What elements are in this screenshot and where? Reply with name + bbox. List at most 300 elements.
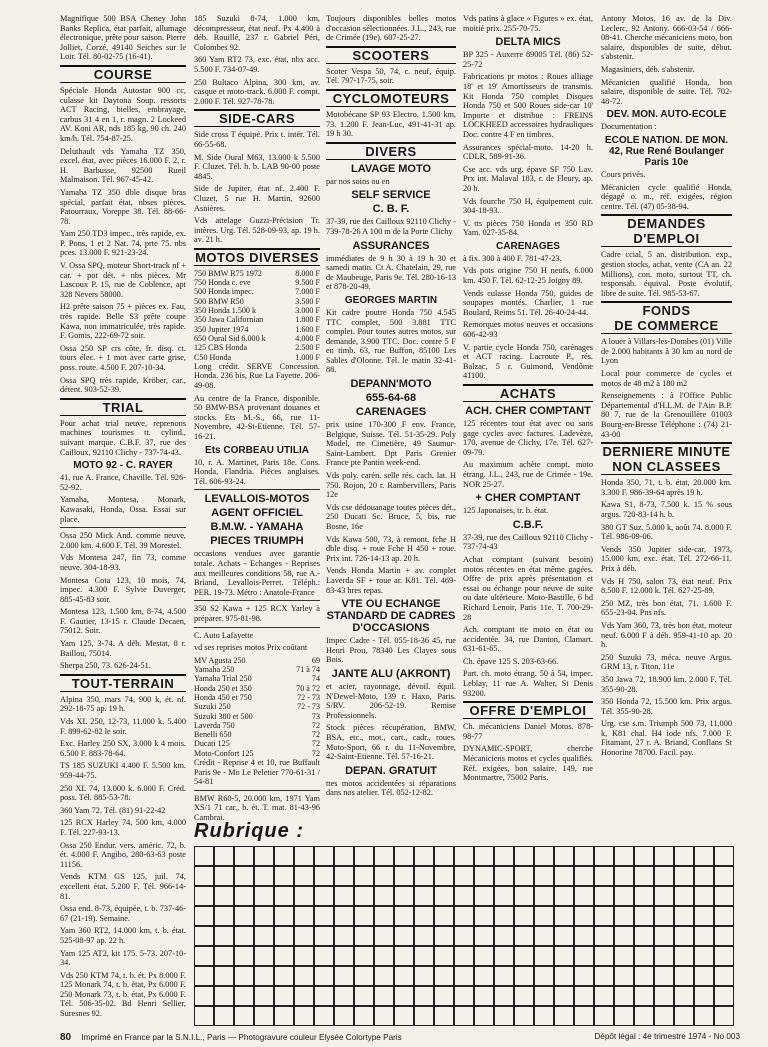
classified-ad: V. tts pièces 750 Honda et 350 RD Yam. 027-35-84. [463,218,593,238]
grid-cell[interactable] [555,887,574,906]
grid-cell[interactable] [515,907,534,926]
grid-cell[interactable] [695,887,714,906]
classified-ad: Vds poly. carén. selle rés. cach. lat. H 750. Rojon, 20 r. Rambervillers, Paris 12e [326,471,456,500]
grid-cell[interactable] [355,987,374,1006]
grid-cell[interactable] [595,987,614,1006]
grid-cell[interactable] [615,847,634,866]
grid-cell[interactable] [355,967,374,986]
grid-cell[interactable] [435,927,454,946]
list-item: Yamaha Trial 250 74 [194,674,320,684]
grid-cell[interactable] [315,927,334,946]
grid-cell[interactable] [555,927,574,946]
classified-ad: Side cross T équipé. Prix t. intér. Tél. 66-55-68. [194,130,320,149]
grid-cell[interactable] [335,947,354,966]
grid-cell[interactable] [675,847,694,866]
grid-cell[interactable] [575,867,594,886]
grid-cell[interactable] [435,947,454,966]
grid-cell[interactable] [455,987,474,1006]
grid-cell[interactable] [295,1007,314,1026]
grid-cell[interactable] [475,887,494,906]
grid-cell[interactable] [695,867,714,886]
grid-cell[interactable] [375,1007,394,1026]
classified-ad: TS 185 SUZUKI 4.400 F. 5.500 km. 959-44-75. [60,761,186,780]
grid-cell[interactable] [715,927,734,946]
classified-ad: Vds Montesa 247, fin 73, comme neuve. 304-18-93. [60,553,186,572]
heading-line: DE COMMERCE [614,318,719,334]
grid-cell[interactable] [295,967,314,986]
grid-cell[interactable] [315,967,334,986]
classified-ad: Mécanicien qualifié Honda, bon salaire, disponible de suite. Tél. 702-48-72. [601,77,732,106]
grid-cell[interactable] [515,887,534,906]
grid-cell[interactable] [415,967,434,986]
grid-cell[interactable] [415,847,434,866]
grid-cell[interactable] [455,1007,474,1026]
grid-cell[interactable] [595,847,614,866]
grid-cell[interactable] [535,847,554,866]
grid-cell[interactable] [675,907,694,926]
grid-cell[interactable] [555,1007,574,1026]
grid-cell[interactable] [535,987,554,1006]
grid-cell[interactable] [255,887,274,906]
grid-cell[interactable] [215,867,234,886]
grid-cell[interactable] [615,927,634,946]
grid-cell[interactable] [695,927,714,946]
grid-cell[interactable] [495,847,514,866]
grid-cell[interactable] [635,927,654,946]
grid-cell[interactable] [335,847,354,866]
grid-cell[interactable] [575,907,594,926]
grid-cell[interactable] [235,947,254,966]
grid-cell[interactable] [635,867,654,886]
grid-cell[interactable] [635,1007,654,1026]
classified-ad: Vds XL 250, 12-73, 11.000 k. 5.400 F. 899-62-82 le soir. [60,717,186,736]
grid-cell[interactable] [635,947,654,966]
grid-cell[interactable] [455,907,474,926]
classified-ad: 350 S2 Kawa + 125 RCX Yarley à préparer. 975-81-98. [194,604,320,623]
grid-cell[interactable] [555,987,574,1006]
ad-text: Assurances spécial-moto. 14-20 h. CDLR, 589-91-36. [463,142,593,162]
grid-cell[interactable] [435,867,454,886]
grid-cell[interactable] [415,887,434,906]
grid-cell[interactable] [395,847,414,866]
grid-cell[interactable] [395,947,414,966]
grid-cell[interactable] [575,967,594,986]
ad-heading: C.B.F. [512,518,544,531]
grid-cell[interactable] [475,1007,494,1026]
grid-cell[interactable] [455,867,474,886]
divider [194,627,320,628]
grid-cell[interactable] [395,987,414,1006]
footer [60,1032,740,1043]
grid-cell[interactable] [215,927,234,946]
grid-cell[interactable] [655,927,674,946]
ad-heading: DELTA MICS [495,36,561,49]
grid-cell[interactable] [195,947,214,966]
grid-cell[interactable] [675,887,694,906]
grid-cell[interactable] [655,967,674,986]
grid-cell[interactable] [315,987,334,1006]
grid-cell[interactable] [595,907,614,926]
classified-ad: Yam 125, 3-74. A déb. Mestat, 8 r. Baillou, 75014. [60,639,186,658]
grid-cell[interactable] [355,887,374,906]
ad-heading: DEPAN. GRATUIT [345,764,437,777]
grid-cell[interactable] [475,907,494,926]
grid-cell[interactable] [535,927,554,946]
grid-cell[interactable] [595,1007,614,1026]
grid-cell[interactable] [515,927,534,946]
grid-cell[interactable] [215,947,234,966]
page-number: 80 [60,1032,72,1043]
grid-cell[interactable] [675,947,694,966]
grid-cell[interactable] [715,987,734,1006]
grid-cell[interactable] [655,887,674,906]
grid-cell[interactable] [195,907,214,926]
grid-cell[interactable] [275,867,294,886]
grid-cell[interactable] [575,1007,594,1026]
grid-cell[interactable] [635,987,654,1006]
classified-ad: Spéciale Honda Autostar 900 cc, culasse kit Daytona Soup. ressorts ACT Racing, bielles, embrayage, carbus 31 4 en 1, r. magn. 2 Lockeed AV. Koni AR, nds 185 kg, 90 ch. 240 km/h. Tél. 754-87-25. [60,85,186,143]
grid-cell[interactable] [235,927,254,946]
grid-cell[interactable] [435,1007,454,1026]
grid-cell[interactable] [275,847,294,866]
classified-ad: Vds fourche 750 H, équipement cuir. 304-18-93. [463,196,593,216]
grid-cell[interactable] [275,907,294,926]
ad-text: Local pour commerce de cycles et motos de 48 m2 à 180 m2 [601,369,732,388]
grid-cell[interactable] [535,1007,554,1026]
grid-cell[interactable] [555,907,574,926]
grid-cell[interactable] [595,867,614,886]
grid-cell[interactable] [575,847,594,866]
grid-cell[interactable] [635,847,654,866]
grid-cell[interactable] [415,907,434,926]
grid-cell[interactable] [395,867,414,886]
grid-cell[interactable] [195,1007,214,1026]
grid-cell[interactable] [515,987,534,1006]
grid-cell[interactable] [415,927,434,946]
grid-cell[interactable] [535,887,554,906]
grid-cell[interactable] [575,947,594,966]
grid-cell[interactable] [455,847,474,866]
grid-cell[interactable] [295,907,314,926]
list-item: 650 Oural Sid 6.000 k 4.000 F [194,333,320,343]
grid-cell[interactable] [535,907,554,926]
classified-ad: 185 Suzuki 8-74, 1.000 km, décompresseur, état neuf. Px 4.400 à déb. Rouillé, 237 r. Gabriel Péri, Colombes 92. [194,14,320,52]
grid-cell[interactable] [235,1007,254,1026]
grid-cell[interactable] [515,947,534,966]
grid-cell[interactable] [295,947,314,966]
grid-cell[interactable] [195,867,214,886]
grid-cell[interactable] [535,947,554,966]
grid-cell[interactable] [635,907,654,926]
dealer-body: occasions vendues avec garantie totale. Achats - Echanges - Reprises aux meilleures conditions 58, rue A.-Briand, Levallois-Perret. Téléph.: PER. 19-73. Métro : Anatole-France [194,549,320,597]
grid-cell[interactable] [415,1007,434,1026]
grid-cell[interactable] [715,887,734,906]
grid-cell[interactable] [575,887,594,906]
grid-cell[interactable] [235,867,254,886]
grid-cell[interactable] [715,907,734,926]
list-item: Suzuki 380 et 500 73 [194,711,320,721]
grid-cell[interactable] [435,847,454,866]
grid-cell[interactable] [675,967,694,986]
grid-cell[interactable] [375,867,394,886]
grid-cell[interactable] [495,867,514,886]
section-heading-demandes [601,214,732,247]
grid-cell[interactable] [275,927,294,946]
grid-cell[interactable] [335,987,354,1006]
grid-cell[interactable] [435,987,454,1006]
grid-cell[interactable] [315,1007,334,1026]
classified-ad: Mécanicien cycle qualifié Honda, dégagé o. m., réf. exigées, région centre. Tél. (47) 05-38-94. [601,182,732,211]
grid-cell[interactable] [555,847,574,866]
grid-cell[interactable] [395,1007,414,1026]
grid-cell[interactable] [215,1007,234,1026]
grid-cell[interactable] [575,927,594,946]
grid-cell[interactable] [495,887,514,906]
grid-cell[interactable] [675,927,694,946]
grid-cell[interactable] [235,987,254,1006]
classified-ad: Ossa 250 Endur. vers. améric. 72, b. ét. 4.000 F. Angibo, 280-63-63 poste 11156. [60,840,186,869]
grid-cell[interactable] [595,947,614,966]
grid-cell[interactable] [195,887,214,906]
grid-cell[interactable] [335,967,354,986]
grid-cell[interactable] [455,967,474,986]
grid-cell[interactable] [715,967,734,986]
grid-cell[interactable] [695,947,714,966]
grid-cell[interactable] [655,987,674,1006]
grid-cell[interactable] [715,867,734,886]
grid-cell[interactable] [195,847,214,866]
grid-cell[interactable] [455,947,474,966]
classified-ad: Honda 350, 71, t. b. état, 20.000 km. 3.300 F. 986-39-64 après 19 h. [601,478,732,497]
grid-cell[interactable] [315,847,334,866]
grid-cell[interactable] [335,1007,354,1026]
ad-heading: SELF SERVICE [351,189,431,202]
section-heading-scooters: SCOOTERS [326,46,456,64]
grid-cell[interactable] [215,967,234,986]
grid-cell[interactable] [515,867,534,886]
grid-cell[interactable] [475,867,494,886]
grid-cell[interactable] [595,887,614,906]
grid-cell[interactable] [235,967,254,986]
grid-cell[interactable] [215,987,234,1006]
grid-cell[interactable] [595,927,614,946]
grid-cell[interactable] [615,967,634,986]
grid-cell[interactable] [495,987,514,1006]
grid-cell[interactable] [675,867,694,886]
grid-cell[interactable] [455,927,474,946]
list-item: 125 CBS Honda 2.500 F [194,343,320,353]
grid-cell[interactable] [575,987,594,1006]
classified-ad: Ach. comptant tte moto en état ou accidentée. 34, rue Danton, Clamart. 631-61-65. [463,625,593,654]
classified-ad: V. Ossa SPQ, moteur Short-track nf + car. + pot dét. + nbs pièces. Mr Lascoux P. 15, rue de Coblence, apt 328 Nevers 58000. [60,261,186,299]
grid-cell[interactable] [255,947,274,966]
grid-cell[interactable] [395,887,414,906]
grid-cell[interactable] [335,867,354,886]
grid-cell[interactable] [395,907,414,926]
grid-cell[interactable] [375,887,394,906]
classified-ad: Alpina 350, mars 74, 900 k, ét. nf. 292-18-75 ap. 19 h. [60,694,186,714]
grid-cell[interactable] [355,1007,374,1026]
classified-ad: et acier, rayonnage, dévoil. équil. N'Dewel-Moto, 139 r. Haxo, Paris. S/RV. 206-52-19. Remise Professionnels. [326,681,456,720]
grid-cell[interactable] [295,927,314,946]
grid-cell[interactable] [355,907,374,926]
grid-cell[interactable] [295,847,314,866]
grid-cell[interactable] [435,967,454,986]
divider [194,600,320,601]
grid-cell[interactable] [715,1007,734,1026]
grid-cell[interactable] [395,927,414,946]
grid-cell[interactable] [535,867,554,886]
grid-cell[interactable] [275,887,294,906]
grid-cell[interactable] [415,987,434,1006]
grid-cell[interactable] [515,1007,534,1026]
grid-cell[interactable] [555,947,574,966]
grid-cell[interactable] [355,947,374,966]
grid-cell[interactable] [355,867,374,886]
grid-cell[interactable] [495,1007,514,1026]
grid-cell[interactable] [475,927,494,946]
grid-cell[interactable] [275,947,294,966]
grid-cell[interactable] [255,867,274,886]
grid-cell[interactable] [255,907,274,926]
grid-cell[interactable] [215,847,234,866]
grid-cell[interactable] [675,987,694,1006]
grid-cell[interactable] [655,867,674,886]
grid-cell[interactable] [615,867,634,886]
grid-cell[interactable] [235,907,254,926]
classified-ad: Ossa 250 SP crs côte, fr. disq. ct. tours élec. + 1 mot avec carte grise, poss. route. 4.500 F. 207-10-34. [60,343,186,372]
grid-cell[interactable] [335,927,354,946]
grid-cell[interactable] [695,847,714,866]
grid-cell[interactable] [295,987,314,1006]
grid-cell[interactable] [655,947,674,966]
dealer-heading: B.M.W. - YAMAHA [210,521,304,534]
list-item: 350 Honda 1.500 k 3.000 F [194,306,320,316]
grid-cell[interactable] [495,947,514,966]
grid-cell[interactable] [635,887,654,906]
grid-cell[interactable] [255,927,274,946]
grid-cell[interactable] [195,987,214,1006]
grid-cell[interactable] [295,887,314,906]
grid-cell[interactable] [315,907,334,926]
grid-cell[interactable] [335,907,354,926]
grid-cell[interactable] [655,907,674,926]
grid-cell[interactable] [695,987,714,1006]
grid-cell[interactable] [195,927,214,946]
classified-ad: Magasiniers, déb. s'abstenir. [601,64,695,74]
grid-cell[interactable] [375,907,394,926]
classified-ad: M. Side Oural M63, 13.000 k 5.500 F. Cluzet. Tél. h. b. LAB 90-00 poste 4845. [194,152,320,181]
section-heading-derniere-minute [601,442,732,475]
grid-cell[interactable] [275,967,294,986]
grid-cell[interactable] [715,947,734,966]
classified-ad: Ossa end. 8-73, équipée, t. b. 737-46-67 (21-19). Semaine. [60,904,186,923]
grid-cell[interactable] [315,947,334,966]
grid-cell[interactable] [235,887,254,906]
grid-cell[interactable] [255,847,274,866]
grid-cell[interactable] [715,847,734,866]
grid-cell[interactable] [475,847,494,866]
grid-cell[interactable] [695,907,714,926]
ad-heading: LAVAGE MOTO [350,162,432,175]
grid-cell[interactable] [615,987,634,1006]
grid-cell[interactable] [615,907,634,926]
grid-cell[interactable] [595,967,614,986]
grid-cell[interactable] [455,887,474,906]
grid-cell[interactable] [375,847,394,866]
rubrique-grid[interactable] [194,846,734,1026]
grid-cell[interactable] [695,1007,714,1026]
classified-ad: Vds attelage Guzzi-Précision Tr. intères. Urg. Tél. 528-09-93, ap. 19 h. av. 21 h. [194,216,320,245]
grid-cell[interactable] [355,847,374,866]
grid-cell[interactable] [215,907,234,926]
grid-cell[interactable] [675,1007,694,1026]
grid-cell[interactable] [435,907,454,926]
grid-cell[interactable] [415,867,434,886]
grid-cell[interactable] [555,967,574,986]
grid-cell[interactable] [235,847,254,866]
grid-cell[interactable] [535,967,554,986]
grid-cell[interactable] [495,967,514,986]
grid-cell[interactable] [475,967,494,986]
list-item: 750 BMW R75 1972 8.000 F [194,268,320,278]
list-item: Laverda 750 72 [194,720,320,730]
imprint-text: Imprimé en France par la S.N.I.L., Paris — Photogravure couleur Elysée Colortype Paris [81,1033,402,1042]
grid-cell[interactable] [275,1007,294,1026]
grid-cell[interactable] [275,987,294,1006]
list-item: Honda 450 et 750 72 - 73 [194,692,320,702]
grid-cell[interactable] [335,887,354,906]
grid-cell[interactable] [395,967,414,986]
classified-ad: Kit cadre poutre Honda 750 4.545 TTC complet, 500 3.881 TTC complet. Pour toutes autres motos, sur demande, 3.900 TTC. Doc. contre 5 F en timb. 63, rue Buffon, 85100 Les Sables d'Olonne. Tél. le matin 32-41-88. [326,307,456,375]
grid-cell[interactable] [475,987,494,1006]
grid-cell[interactable] [495,907,514,926]
classified-ad: Stock pièces récupération, BMW, BSA, etc., mot., cart., cadr., roues. Moto-Sport, 66 r. du 11-Novembre, 42-Saint-Etienne. Tél. 57-16-21. [326,723,456,762]
grid-cell[interactable] [495,927,514,946]
grid-cell[interactable] [315,887,334,906]
grid-cell[interactable] [355,927,374,946]
grid-cell[interactable] [255,967,274,986]
grid-cell[interactable] [375,967,394,986]
grid-cell[interactable] [295,867,314,886]
grid-cell[interactable] [655,847,674,866]
grid-cell[interactable] [615,887,634,906]
grid-cell[interactable] [695,967,714,986]
grid-cell[interactable] [635,967,654,986]
grid-cell[interactable] [415,947,434,966]
ad-text: par nos soins ou en [326,176,390,186]
grid-cell[interactable] [615,1007,634,1026]
grid-cell[interactable] [655,1007,674,1026]
grid-cell[interactable] [475,947,494,966]
grid-cell[interactable] [515,967,534,986]
grid-cell[interactable] [435,887,454,906]
grid-cell[interactable] [375,987,394,1006]
grid-cell[interactable] [375,947,394,966]
grid-cell[interactable] [375,927,394,946]
grid-cell[interactable] [195,967,214,986]
ad-text: Renseignements : à l'Office Public Départemental d'H.L.M. de l'Ain B.P. 80 7, rue de la Grenouillère 01003 Bourg-en-Bresse Téléphone : (74) 21-43-00 [601,391,732,439]
grid-cell[interactable] [255,987,274,1006]
grid-cell[interactable] [215,887,234,906]
grid-cell[interactable] [555,867,574,886]
grid-cell[interactable] [255,1007,274,1026]
grid-cell[interactable] [615,947,634,966]
classified-ad: Motobécane SP 93 Electro. 1.500 km, 73. 1.200 F. Jean-Luc, 491-41-31 ap. 19 h 30. [326,109,456,139]
grid-cell[interactable] [515,847,534,866]
grid-cell[interactable] [315,867,334,886]
rubrique-title: Rubrique : [194,820,304,842]
